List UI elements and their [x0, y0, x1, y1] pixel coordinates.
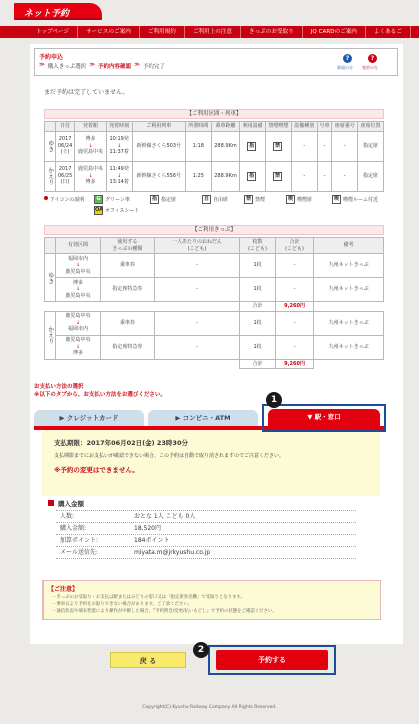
legend-label: グリーン車: [105, 197, 130, 203]
route-pos: 指定席: [358, 131, 384, 161]
step-list: [39, 62, 165, 70]
ticket-price: -: [154, 254, 240, 278]
amount-row: [56, 511, 356, 523]
route-seat: -: [332, 131, 358, 161]
ticket-note: 九州ネットきっぷ: [314, 254, 384, 278]
tickets-title: 【ご利用きっぷ】: [44, 225, 384, 235]
route-header: 発着駅: [75, 122, 106, 132]
route-arrow: ↓: [117, 142, 122, 149]
help-new-label[interactable]: 新規の方: [337, 65, 353, 70]
ticket-note: 九州ネットきっぷ: [314, 311, 384, 335]
route-date: 2017 06/25 (日): [55, 161, 75, 191]
tickets-header: 使用する きっぷの種類: [101, 238, 154, 254]
route-dist: 288.9Km: [211, 161, 240, 191]
tickets-row: [45, 311, 384, 335]
route-train: 新幹線さくら503号: [132, 131, 185, 161]
legend-item: [94, 195, 130, 204]
amount-row: [56, 535, 356, 547]
tickets-row: [45, 254, 384, 278]
sum-blank: [45, 302, 240, 312]
ticket-to: 博多: [72, 350, 83, 357]
legend-label: 喫煙席: [297, 197, 313, 203]
caution-box: [42, 580, 381, 620]
route-header-blank: [45, 122, 56, 132]
sum-value: 9,260円: [275, 359, 314, 369]
route-header-row: [45, 122, 384, 132]
highlight-station-tab: [262, 404, 386, 432]
icon-legend: [44, 193, 389, 215]
legend-label: 自由席: [213, 197, 229, 203]
tickets-direction: かえり: [45, 311, 56, 359]
nav-item-0[interactable]: トップページ: [28, 26, 78, 38]
ticket-from: 鹿児島中央: [65, 337, 91, 344]
route-equip: [240, 131, 266, 161]
tickets-table: [44, 237, 384, 369]
route-header: 号車: [317, 122, 332, 132]
payment-subtitle: ※以下のタブから、お支払い方法をお選びください。: [34, 392, 166, 398]
ticket-section: [55, 278, 100, 302]
marker-1: 1: [266, 392, 282, 408]
step-arrow: ≫: [39, 62, 45, 68]
legend-glyph-icon: 自: [203, 196, 209, 202]
site-logo[interactable]: ネット予約: [14, 3, 102, 20]
smoke-icon: 禁: [274, 172, 280, 179]
ticket-qty: 1枚: [240, 311, 275, 335]
route-smoke: [266, 131, 292, 161]
ticket-kind: 指定席特急券: [101, 278, 154, 302]
step-1: 購入きっぷ選択: [47, 64, 87, 70]
equip-icon: 指: [249, 142, 255, 149]
tickets-row: [45, 335, 384, 359]
tickets-row: [45, 278, 384, 302]
tab-convenience-atm[interactable]: ▶ コンビニ・ATM: [148, 410, 258, 426]
legend-bullet: [44, 196, 48, 200]
ticket-section: [55, 254, 100, 278]
tickets-header-row: [45, 238, 384, 254]
amount-row: [56, 547, 356, 559]
amount-row: [56, 523, 356, 535]
amount-key: 加算ポイント:: [60, 537, 99, 544]
ticket-price: -: [154, 311, 240, 335]
route-date: 2017 06/24 (土): [55, 131, 75, 161]
amount-value: おとな 1人 こども 0人: [134, 513, 196, 520]
route-table: [44, 121, 384, 192]
route-dep: 11:49発: [109, 166, 129, 173]
equip-icon: 指: [249, 172, 255, 179]
nav-item-6[interactable]: よくあるご: [366, 26, 411, 38]
sum-blank: [45, 359, 240, 369]
route-from: 鹿児島中央: [78, 166, 104, 173]
smoke-icon: 禁: [274, 142, 280, 149]
route-smoke: [266, 161, 292, 191]
step-2-current: 予約内容確認: [98, 64, 132, 70]
route-header: 発着時刻: [106, 122, 132, 132]
route-arrow: ↓: [117, 172, 122, 179]
ticket-from: 博多: [72, 279, 83, 286]
route-dur: 1:18: [185, 131, 211, 161]
footer-copyright: Copyright(C) Kyushu Railway Company All Rights Reserved.: [142, 705, 277, 710]
amount-value: 18,520円: [134, 525, 161, 532]
legend-item: [94, 206, 139, 215]
help-change-label[interactable]: 変更の方: [362, 65, 378, 70]
marker-2: 2: [193, 642, 209, 658]
ticket-from: 福岡市内: [67, 255, 88, 262]
ticket-arrow: ↓: [75, 262, 81, 269]
legend-item: [202, 195, 228, 204]
ticket-section: [55, 311, 100, 335]
route-to: 鹿児島中央: [78, 149, 104, 156]
route-header: 座席番号: [332, 122, 358, 132]
tickets-header-blank: [45, 238, 56, 254]
payment-info-box: [42, 430, 380, 496]
caution-line: ・乗車日より予約をお取りできない場合があります。ご了承ください。: [52, 602, 193, 607]
ticket-note: 九州ネットきっぷ: [314, 278, 384, 302]
ticket-to: 福岡市内: [67, 326, 88, 333]
tickets-header: 合計 (こども): [275, 238, 314, 254]
route-arr: 13:14着: [109, 179, 129, 186]
route-pos: 指定席: [358, 161, 384, 191]
ticket-to: 鹿児島中央: [65, 268, 91, 275]
tab-station-counter[interactable]: ▼ 駅・窓口: [268, 409, 380, 426]
legend-label: 指定席: [161, 197, 177, 203]
sum-blank: [314, 302, 384, 312]
route-type: -: [291, 161, 317, 191]
route-header: 設備種別: [291, 122, 317, 132]
help-new-icon[interactable]: ?: [343, 54, 352, 63]
legend-glyph-icon: 禁: [245, 196, 251, 202]
nav-item-4[interactable]: きっぷのお受取り: [241, 26, 303, 38]
tickets-direction: ゆき: [45, 254, 56, 302]
tickets-header: 一人あたりのおねだん (こども): [154, 238, 240, 254]
sum-value: 9,260円: [275, 302, 314, 312]
route-train: 新幹線さくら556号: [132, 161, 185, 191]
route-type: -: [291, 131, 317, 161]
payment-deadline-note: 支払期限までにお支払いが確認できない場合、この予約は自動で取り消されますのでご注意ください。: [54, 453, 285, 459]
route-header: ご利用列車: [132, 122, 185, 132]
no-change-notice: ※予約の変更はできません。: [54, 466, 139, 474]
amount-list: [56, 510, 356, 559]
route-direction: ゆき: [45, 131, 56, 161]
amount-key: 人数:: [60, 513, 75, 520]
legend-glyph-icon: 喫: [333, 196, 339, 202]
caution-line: ・通信状況や端末性能により操作が中断した場合、『予約照会/変更/払いもどし』で予約の状態をご確認ください。: [52, 609, 277, 614]
route-dur: 1:25: [185, 161, 211, 191]
route-dist: 288.9Km: [211, 131, 240, 161]
ticket-arrow: ↓: [75, 319, 81, 326]
legend-item: [244, 195, 265, 204]
route-equip: [240, 161, 266, 191]
ticket-total: -: [275, 335, 314, 359]
route-stations: [75, 131, 106, 161]
route-times: [106, 131, 132, 161]
ticket-from: 鹿児島中央: [65, 313, 91, 320]
legend-glyph-icon: OA: [95, 207, 103, 213]
ticket-total: -: [275, 254, 314, 278]
ticket-note: 九州ネットきっぷ: [314, 335, 384, 359]
legend-label: オフィスシート: [105, 208, 140, 214]
legend-item: [332, 195, 378, 204]
ticket-arrow: ↓: [75, 343, 81, 350]
nav-item-5[interactable]: JQ CARDのご案内: [303, 26, 366, 38]
tickets-header: 有効区間: [55, 238, 100, 254]
payment-deadline: 支払期限：2017年06月02日(金) 23時30分: [54, 439, 188, 447]
route-header: 所要時間: [185, 122, 211, 132]
back-button[interactable]: 戻 る: [110, 652, 186, 668]
route-row: [45, 161, 384, 191]
amount-bullet: [48, 500, 54, 506]
amount-value: miyata.m@jrkyushu.co.jp: [134, 549, 211, 556]
ticket-to: 鹿児島中央: [65, 292, 91, 299]
ticket-qty: 1枚: [240, 254, 275, 278]
step-arrow: ≫: [89, 62, 96, 68]
route-arrow: ↓: [88, 172, 93, 179]
route-arr: 11:37着: [109, 149, 129, 156]
route-car: -: [317, 131, 332, 161]
legend-glyph-icon: 喫: [287, 196, 293, 202]
nav-item-2[interactable]: ご利用規約: [140, 26, 185, 38]
ticket-price: -: [154, 278, 240, 302]
route-arrow: ↓: [88, 142, 93, 149]
legend-label: 喫煙ルーム付近: [343, 197, 379, 203]
route-header: 禁煙喫煙: [266, 122, 292, 132]
ticket-price: -: [154, 335, 240, 359]
amount-key: メール送信先:: [60, 549, 98, 556]
tickets-header: 枚数 (こども): [240, 238, 275, 254]
global-nav: [0, 26, 419, 38]
tickets-header: 備考: [314, 238, 384, 254]
route-header: 乗車距離: [211, 122, 240, 132]
legend-glyph-icon: G: [94, 195, 103, 204]
caution-lines: [52, 594, 277, 615]
route-from: 博多: [85, 136, 96, 143]
legend-item: [150, 195, 176, 204]
step-arrow: ≫: [134, 62, 140, 68]
amount-title: 購入金額: [58, 500, 84, 508]
step-3: 予約完了: [142, 64, 165, 70]
caution-line: ・きっぷのお受取り・お支払は駅またはみどりの窓口又は「指定席券売機」で受取りとなります。: [52, 595, 245, 600]
tickets-sum-row: [45, 302, 384, 312]
route-header: 利用設備: [240, 122, 266, 132]
sum-label: 合計: [240, 359, 275, 369]
tickets-sum-row: [45, 359, 384, 369]
ticket-kind: 乗車券: [101, 254, 154, 278]
legend-item: [286, 195, 312, 204]
help-change-icon[interactable]: ?: [368, 54, 377, 63]
amount-value: 184ポイント: [134, 537, 170, 544]
legend-label: 禁煙: [255, 197, 266, 203]
route-car: -: [317, 161, 332, 191]
route-seat: -: [332, 161, 358, 191]
ticket-kind: 指定席特急券: [101, 335, 154, 359]
ticket-section: [55, 335, 100, 359]
ticket-total: -: [275, 278, 314, 302]
payment-title: お支払い方法の選択: [34, 384, 84, 390]
ticket-total: -: [275, 311, 314, 335]
route-to: 博多: [85, 179, 96, 186]
ticket-kind: 乗車券: [101, 311, 154, 335]
nav-item-1[interactable]: サービスのご案内: [78, 26, 140, 38]
route-header: 日付: [55, 122, 75, 132]
route-times: [106, 161, 132, 191]
ticket-arrow: ↓: [75, 286, 81, 293]
route-dep: 10:19発: [109, 136, 129, 143]
route-stations: [75, 161, 106, 191]
nav-item-3[interactable]: ご利用上の注意: [185, 26, 241, 38]
amount-key: 購入金額:: [60, 525, 87, 532]
route-title: 【ご利用区間・列車】: [44, 109, 384, 119]
ticket-qty: 1枚: [240, 335, 275, 359]
sum-label: 合計: [240, 302, 275, 312]
legend-title: アイコンの説明: [50, 197, 85, 203]
incomplete-notice: まだ予約は完了していません。: [44, 89, 129, 96]
route-header: 座席位置: [358, 122, 384, 132]
caution-title: 【ご注意】: [48, 586, 79, 593]
sum-blank: [314, 359, 384, 369]
tab-credit-card[interactable]: ▶ クレジットカード: [34, 410, 144, 426]
route-row: [45, 131, 384, 161]
progress-steps: [34, 48, 398, 76]
reserve-button[interactable]: 予約する: [216, 650, 328, 670]
step-title: 予約申込: [39, 54, 64, 61]
route-direction: かえり: [45, 161, 56, 191]
legend-glyph-icon: 指: [151, 196, 157, 202]
ticket-qty: 1枚: [240, 278, 275, 302]
highlight-reserve-button: [208, 645, 336, 675]
